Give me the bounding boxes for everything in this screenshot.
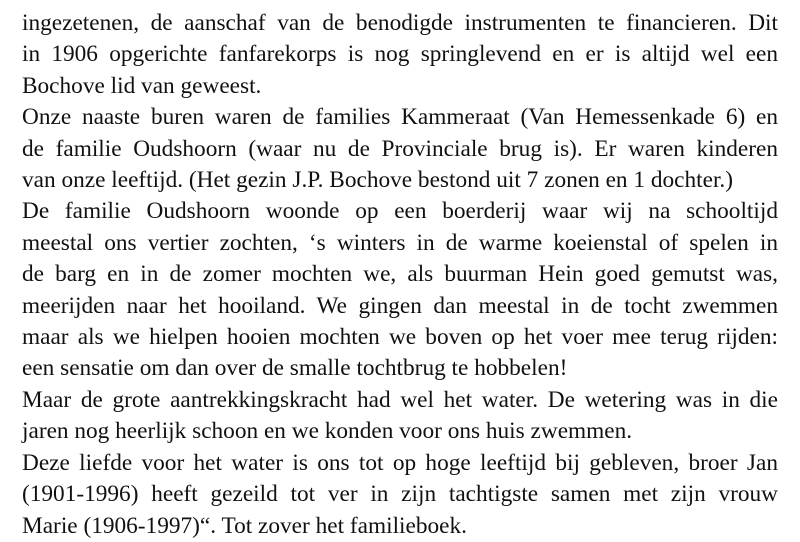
text-line: van onze leeftijd. (Het gezin J.P. Bochove bestond uit 7 zonen en 1 dochter.) bbox=[22, 167, 734, 194]
text-line: jaren nog heerlijk schoon en we konden voor ons huis zwemmen. bbox=[22, 418, 633, 445]
text-line: meestal ons vertier zochten, ‘s winters in de warme koeienstal of spelen in bbox=[22, 229, 778, 256]
text-line: ingezetenen, de aanschaf van de benodigde instrumenten te financieren. Dit bbox=[22, 10, 778, 36]
text-line: een sensatie om dan over de smalle tochtbrug te hobbelen! bbox=[22, 355, 568, 382]
paragraph-fanfare bbox=[22, 8, 778, 102]
text-line: de barg en in de zomer mochten we, als buurman Hein goed gemutst was, bbox=[22, 261, 778, 288]
text-line: (1901-1996) heeft gezeild tot ver in zijn tachtigste samen met zijn vrouw bbox=[22, 481, 778, 508]
document-page bbox=[22, 8, 778, 542]
paragraph-water bbox=[22, 385, 778, 448]
text-line: Bochove lid van geweest. bbox=[22, 72, 262, 99]
text-line: Onze naaste buren waren de families Kammeraat (Van Hemessenkade 6) en bbox=[22, 104, 778, 131]
text-line: Deze liefde voor het water is ons tot op hoge leeftijd bij gebleven, broer Jan bbox=[22, 449, 778, 476]
paragraph-farm bbox=[22, 196, 778, 384]
text-line: Marie (1906-1997)“. Tot zover het familieboek. bbox=[22, 512, 467, 539]
text-line: De familie Oudshoorn woonde op een boerderij waar wij na schooltijd bbox=[22, 198, 778, 225]
text-line: in 1906 opgerichte fanfarekorps is nog springlevend en er is altijd wel een bbox=[22, 41, 778, 68]
text-line: maar als we hielpen hooien mochten we boven op het voer mee terug rijden: bbox=[22, 324, 778, 351]
paragraph-neighbours bbox=[22, 102, 778, 196]
text-line: meerijden naar het hooiland. We gingen dan meestal in de tocht zwemmen bbox=[22, 292, 778, 319]
text-line: Maar de grote aantrekkingskracht had wel het water. De wetering was in die bbox=[22, 386, 778, 413]
text-line: de familie Oudshoorn (waar nu de Provinciale brug is). Er waren kinderen bbox=[22, 135, 778, 162]
